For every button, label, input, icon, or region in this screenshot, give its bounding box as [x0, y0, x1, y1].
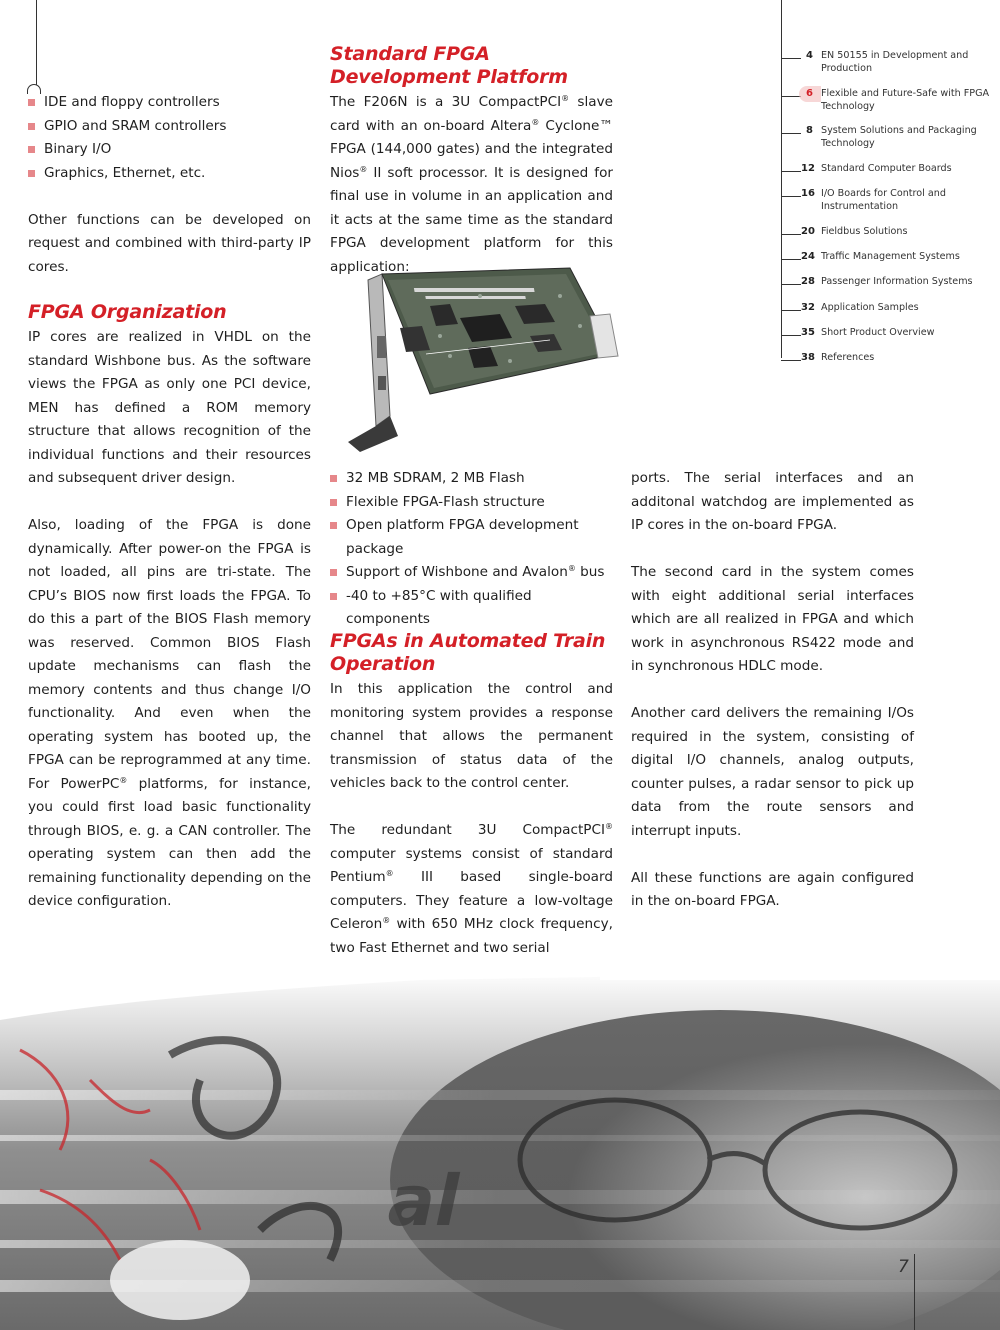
toc-tick	[781, 234, 801, 235]
toc-label: Fieldbus Solutions	[821, 226, 908, 237]
toc-label: EN 50155 in Development and Production	[821, 50, 969, 74]
toc-item	[781, 50, 991, 78]
toc-page-number: 6	[806, 88, 813, 99]
loading-paragraph: Also, loading of the FPGA is done dynamically. After power-on the FPGA is not loaded, all pins are tri-state. The CPU’s BIOS now first loads the FPGA. To do this a part of the BIOS Flash memory was reserved. Common BIOS Flash update mechanisms can flash the memory contents and thus change I/O functionality. And even when the operating system has booted up, the FPGA can be reprogrammed at any time. For PowerPC® platforms, for instance, you could first load basic functionality through BIOS, e. g. a CAN controller. The operating system can then add the remaining functionality depending on the device configuration.	[28, 517, 311, 909]
toc-page-number: 8	[806, 125, 813, 136]
train-operation-section	[330, 630, 613, 960]
right-paragraph-4: All these functions are again configured in the on-board FPGA.	[631, 869, 914, 909]
platform-features-list	[330, 467, 613, 632]
train-paragraph-2: The redundant 3U CompactPCI® computer systems consist of standard Pentium® III based single-board computers. They feature a low-voltage Celeron® with 650 MHz clock frequency, two Fast Ethernet and two serial	[330, 822, 613, 956]
toc-item	[781, 302, 991, 330]
toc-label: Traffic Management Systems	[821, 251, 960, 262]
toc-item	[781, 276, 991, 304]
toc-page-number: 38	[801, 352, 815, 363]
toc-item	[781, 251, 991, 279]
list-item: -40 to +85°C with qualified components	[330, 585, 613, 632]
section-title-train-operation: FPGAs in Automated Train Operation	[330, 630, 606, 675]
toc-page-number: 4	[806, 50, 813, 61]
toc-tick	[781, 196, 801, 197]
toc-page-number: 16	[801, 188, 815, 199]
toc-page-number: 12	[801, 163, 815, 174]
toc-label: I/O Boards for Control and Instrumentation	[821, 188, 946, 212]
toc-item	[781, 125, 991, 153]
toc-tick	[781, 133, 801, 134]
toc-tick	[781, 310, 801, 311]
left-column	[28, 91, 311, 279]
toc-label: Flexible and Future-Safe with FPGA Technology	[821, 88, 990, 112]
right-column	[631, 467, 914, 914]
toc-label: Passenger Information Systems	[821, 276, 973, 287]
toc-tick	[781, 259, 801, 260]
toc-label: References	[821, 352, 875, 363]
list-item: Binary I/O	[28, 138, 311, 162]
toc-item	[781, 226, 991, 254]
toc-label: System Solutions and Packaging Technology	[821, 125, 977, 149]
toc-item	[781, 188, 991, 216]
page-number-rule	[914, 1254, 915, 1330]
toc-tick	[781, 284, 801, 285]
list-item: GPIO and SRAM controllers	[28, 115, 311, 139]
toc-page-number: 20	[801, 226, 815, 237]
toc-page-number: 35	[801, 327, 815, 338]
list-item: 32 MB SDRAM, 2 MB Flash	[330, 467, 613, 491]
section-title-standard-platform: Standard FPGA Development Platform	[330, 43, 568, 88]
toc-label: Standard Computer Boards	[821, 163, 952, 174]
toc-item	[781, 352, 991, 380]
toc-tick	[781, 360, 801, 361]
toc-tick	[781, 335, 801, 336]
toc-page-number: 28	[801, 276, 815, 287]
fpga-functions-list	[28, 91, 311, 185]
train-paragraph-1: In this application the control and monitoring system provides a response channel that allows the permanent transmission of status data of the vehicles back to the control center.	[330, 681, 613, 791]
fpga-organization-section	[28, 301, 311, 914]
standard-platform-paragraph: The F206N is a 3U CompactPCI® slave card with an on-board Altera® Cyclone™ FPGA (144,000 gates) and the integrated Nios® II soft processor. It is designed for final use in volume in an application and it acts at the same time as the standard FPGA development platform for this application:	[330, 94, 614, 275]
toc-tick	[781, 96, 801, 97]
toc-item	[781, 327, 991, 355]
standard-platform-section	[330, 43, 613, 279]
toc-tick	[781, 58, 801, 59]
toc-page-number: 24	[801, 251, 815, 262]
list-item: Graphics, Ethernet, etc.	[28, 162, 311, 186]
list-item: Support of Wishbone and Avalon® bus	[330, 561, 613, 585]
list-item: Flexible FPGA-Flash structure	[330, 491, 613, 515]
other-functions-paragraph: Other functions can be developed on request and combined with third-party IP cores.	[28, 211, 311, 275]
left-rule	[36, 0, 37, 85]
platform-features	[330, 467, 613, 632]
toc-page-number: 32	[801, 302, 815, 313]
toc-label: Short Product Overview	[821, 327, 935, 338]
svg-text:al: al	[380, 1159, 469, 1242]
toc-label: Application Samples	[821, 302, 919, 313]
toc-item	[781, 163, 991, 191]
right-paragraph-1: ports. The serial interfaces and an additonal watchdog are implemented as IP cores in the on-board FPGA.	[631, 470, 914, 533]
toc-item	[781, 88, 991, 116]
motion-blur-photo	[0, 960, 1000, 1330]
right-paragraph-2: The second card in the system comes with eight additional serial interfaces which are all realized in FPGA and which work in asynchronous RS422 mode and in synchronous HDLC mode.	[631, 564, 914, 674]
board-image	[340, 266, 620, 454]
organization-paragraph: IP cores are realized in VHDL on the standard Wishbone bus. As the software views the FPGA as only one PCI device, MEN has defined a ROM memory structure that allows recognition of the individual functions and their resources and subsequent driver design.	[28, 329, 311, 486]
list-item: Open platform FPGA development package	[330, 514, 613, 561]
list-item: IDE and floppy controllers	[28, 91, 311, 115]
toc-tick	[781, 171, 801, 172]
right-paragraph-3: Another card delivers the remaining I/Os required in the system, consisting of digital I/O channels, analog outputs, counter pulses, a radar sensor to pick up data from the route sensors and interrupt inputs.	[631, 705, 914, 839]
page-number: 7	[898, 1257, 909, 1277]
section-title-fpga-organization: FPGA Organization	[28, 301, 227, 323]
